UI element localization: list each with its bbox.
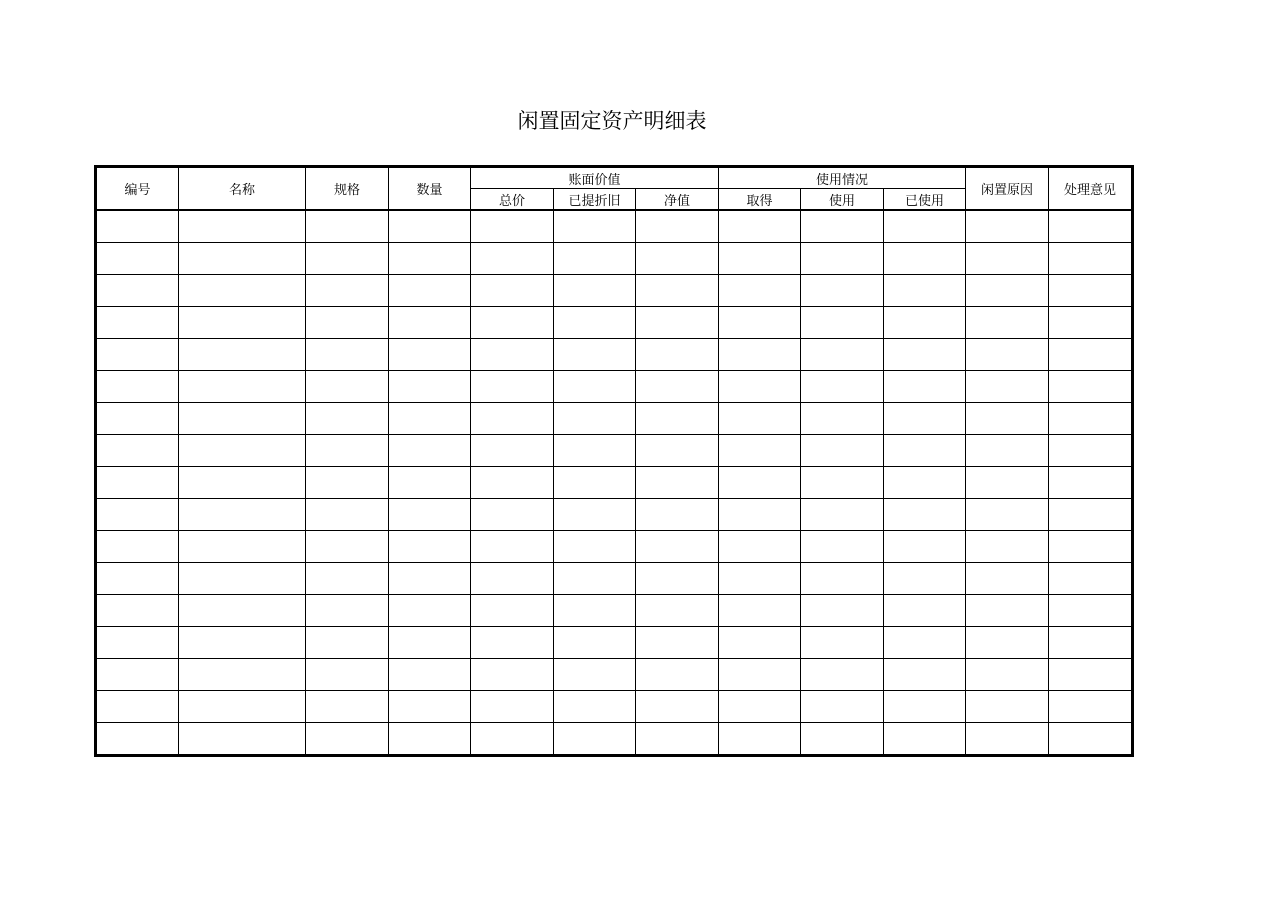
table-cell[interactable] <box>96 339 179 371</box>
table-cell[interactable] <box>801 531 884 563</box>
table-cell[interactable] <box>306 275 389 307</box>
table-cell[interactable] <box>389 531 471 563</box>
table-cell[interactable] <box>966 307 1049 339</box>
table-body <box>96 210 1133 756</box>
table-cell[interactable] <box>179 467 306 499</box>
table-cell[interactable] <box>719 531 801 563</box>
table-row <box>96 563 1133 595</box>
table-cell[interactable] <box>801 243 884 275</box>
table-cell[interactable] <box>719 339 801 371</box>
table-cell[interactable] <box>389 563 471 595</box>
table-cell[interactable] <box>471 243 554 275</box>
table-cell[interactable] <box>719 723 801 756</box>
table-row <box>96 723 1133 756</box>
table-row <box>96 627 1133 659</box>
table-cell[interactable] <box>719 595 801 627</box>
table-cell[interactable] <box>884 499 966 531</box>
table-cell[interactable] <box>389 691 471 723</box>
table-cell[interactable] <box>1049 339 1133 371</box>
table-cell[interactable] <box>554 659 636 691</box>
table-cell[interactable] <box>636 723 719 756</box>
table-cell[interactable] <box>179 531 306 563</box>
table-cell[interactable] <box>636 339 719 371</box>
table-cell[interactable] <box>389 627 471 659</box>
table-cell[interactable] <box>966 531 1049 563</box>
idle-assets-table <box>94 165 1134 757</box>
table-row <box>96 659 1133 691</box>
table-row <box>96 275 1133 307</box>
table-cell[interactable] <box>801 210 884 243</box>
table-cell[interactable] <box>1049 595 1133 627</box>
table-cell[interactable] <box>96 307 179 339</box>
table-cell[interactable] <box>636 691 719 723</box>
table-row <box>96 531 1133 563</box>
table-cell[interactable] <box>636 210 719 243</box>
table-cell[interactable] <box>471 659 554 691</box>
table-cell[interactable] <box>884 339 966 371</box>
table-cell[interactable] <box>389 339 471 371</box>
table-cell[interactable] <box>966 210 1049 243</box>
table-cell[interactable] <box>96 403 179 435</box>
table-cell[interactable] <box>636 659 719 691</box>
table-cell[interactable] <box>884 403 966 435</box>
table-cell[interactable] <box>1049 499 1133 531</box>
table-cell[interactable] <box>179 691 306 723</box>
table-cell[interactable] <box>306 307 389 339</box>
table-cell[interactable] <box>471 595 554 627</box>
table-cell[interactable] <box>1049 243 1133 275</box>
table-cell[interactable] <box>471 563 554 595</box>
table-cell[interactable] <box>96 627 179 659</box>
table-cell[interactable] <box>554 723 636 756</box>
table-cell[interactable] <box>966 691 1049 723</box>
table-row <box>96 403 1133 435</box>
table-cell[interactable] <box>636 499 719 531</box>
table-cell[interactable] <box>554 243 636 275</box>
table-cell[interactable] <box>966 339 1049 371</box>
table-cell[interactable] <box>1049 659 1133 691</box>
table-cell[interactable] <box>884 723 966 756</box>
header-depreciation: 已提折旧 <box>554 189 636 211</box>
table-cell[interactable] <box>1049 691 1133 723</box>
table-cell[interactable] <box>966 499 1049 531</box>
table-row <box>96 595 1133 627</box>
table-cell[interactable] <box>719 435 801 467</box>
table-cell[interactable] <box>1049 210 1133 243</box>
table-cell[interactable] <box>884 691 966 723</box>
table-cell[interactable] <box>884 371 966 403</box>
table-cell[interactable] <box>884 435 966 467</box>
table-cell[interactable] <box>719 467 801 499</box>
table-cell[interactable] <box>966 275 1049 307</box>
table-row <box>96 243 1133 275</box>
table-cell[interactable] <box>96 563 179 595</box>
table-cell[interactable] <box>636 467 719 499</box>
table-cell[interactable] <box>96 595 179 627</box>
table-cell[interactable] <box>306 659 389 691</box>
table-cell[interactable] <box>966 243 1049 275</box>
table-cell[interactable] <box>801 659 884 691</box>
table-cell[interactable] <box>636 435 719 467</box>
table-cell[interactable] <box>554 307 636 339</box>
table-cell[interactable] <box>306 723 389 756</box>
table-cell[interactable] <box>471 210 554 243</box>
table-cell[interactable] <box>471 627 554 659</box>
table-row <box>96 467 1133 499</box>
table-cell[interactable] <box>471 371 554 403</box>
table-cell[interactable] <box>966 563 1049 595</box>
table-cell[interactable] <box>884 243 966 275</box>
table-cell[interactable] <box>884 467 966 499</box>
table-cell[interactable] <box>306 210 389 243</box>
table-cell[interactable] <box>554 531 636 563</box>
table-cell[interactable] <box>179 210 306 243</box>
table-cell[interactable] <box>389 435 471 467</box>
table-row <box>96 339 1133 371</box>
table-cell[interactable] <box>801 339 884 371</box>
table-cell[interactable] <box>801 435 884 467</box>
table-cell[interactable] <box>966 403 1049 435</box>
table-cell[interactable] <box>96 467 179 499</box>
table-cell[interactable] <box>389 307 471 339</box>
table-cell[interactable] <box>719 563 801 595</box>
table-cell[interactable] <box>179 595 306 627</box>
table-cell[interactable] <box>471 531 554 563</box>
table-cell[interactable] <box>1049 467 1133 499</box>
table-cell[interactable] <box>96 691 179 723</box>
table-cell[interactable] <box>389 499 471 531</box>
table-cell[interactable] <box>306 531 389 563</box>
table-cell[interactable] <box>719 499 801 531</box>
table-cell[interactable] <box>306 691 389 723</box>
table-cell[interactable] <box>389 595 471 627</box>
table-row <box>96 307 1133 339</box>
table-cell[interactable] <box>636 531 719 563</box>
header-book-value: 账面价值 <box>471 167 719 189</box>
table-cell[interactable] <box>179 499 306 531</box>
table-cell[interactable] <box>636 627 719 659</box>
table-cell[interactable] <box>389 659 471 691</box>
table-cell[interactable] <box>389 723 471 756</box>
table-cell[interactable] <box>1049 531 1133 563</box>
table-cell[interactable] <box>1049 307 1133 339</box>
table-cell[interactable] <box>801 595 884 627</box>
table-cell[interactable] <box>636 371 719 403</box>
table-row <box>96 435 1133 467</box>
table-cell[interactable] <box>1049 435 1133 467</box>
table-cell[interactable] <box>179 275 306 307</box>
table-cell[interactable] <box>719 371 801 403</box>
header-acquired: 取得 <box>719 189 801 211</box>
table-cell[interactable] <box>554 210 636 243</box>
table-cell[interactable] <box>884 275 966 307</box>
table-cell[interactable] <box>966 627 1049 659</box>
table-cell[interactable] <box>96 659 179 691</box>
table-cell[interactable] <box>966 595 1049 627</box>
table-cell[interactable] <box>96 531 179 563</box>
table-cell[interactable] <box>719 627 801 659</box>
header-quantity: 数量 <box>389 167 471 211</box>
table-cell[interactable] <box>719 307 801 339</box>
table-cell[interactable] <box>471 307 554 339</box>
table-cell[interactable] <box>179 243 306 275</box>
table-cell[interactable] <box>179 371 306 403</box>
table-cell[interactable] <box>179 723 306 756</box>
table-cell[interactable] <box>1049 403 1133 435</box>
table-cell[interactable] <box>719 210 801 243</box>
table-row <box>96 499 1133 531</box>
table-cell[interactable] <box>884 563 966 595</box>
table-cell[interactable] <box>554 691 636 723</box>
table-cell[interactable] <box>884 627 966 659</box>
table-cell[interactable] <box>306 467 389 499</box>
table-cell[interactable] <box>636 403 719 435</box>
table-cell[interactable] <box>471 467 554 499</box>
table-cell[interactable] <box>471 403 554 435</box>
table-cell[interactable] <box>306 339 389 371</box>
table-cell[interactable] <box>966 723 1049 756</box>
table-cell[interactable] <box>96 435 179 467</box>
table-cell[interactable] <box>306 403 389 435</box>
table-cell[interactable] <box>471 339 554 371</box>
table-cell[interactable] <box>801 627 884 659</box>
table-cell[interactable] <box>554 435 636 467</box>
table-cell[interactable] <box>471 275 554 307</box>
table-cell[interactable] <box>179 339 306 371</box>
table-cell[interactable] <box>801 467 884 499</box>
table-cell[interactable] <box>1049 563 1133 595</box>
table-cell[interactable] <box>96 243 179 275</box>
table-row <box>96 371 1133 403</box>
table-cell[interactable] <box>636 243 719 275</box>
page-title: 闲置固定资产明细表 <box>517 109 707 133</box>
table-cell[interactable] <box>306 243 389 275</box>
table-cell[interactable] <box>389 275 471 307</box>
table-cell[interactable] <box>801 691 884 723</box>
table-cell[interactable] <box>306 563 389 595</box>
table-cell[interactable] <box>306 499 389 531</box>
table-cell[interactable] <box>884 595 966 627</box>
header-in-use: 使用 <box>801 189 884 211</box>
table-cell[interactable] <box>719 403 801 435</box>
table-cell[interactable] <box>306 435 389 467</box>
header-net-value: 净值 <box>636 189 719 211</box>
table-cell[interactable] <box>1049 371 1133 403</box>
table-cell[interactable] <box>966 659 1049 691</box>
header-spec: 规格 <box>306 167 389 211</box>
table-cell[interactable] <box>801 499 884 531</box>
table-cell[interactable] <box>801 563 884 595</box>
table-cell[interactable] <box>389 243 471 275</box>
table-cell[interactable] <box>179 403 306 435</box>
header-number: 编号 <box>96 167 179 211</box>
table-cell[interactable] <box>554 595 636 627</box>
table-cell[interactable] <box>801 307 884 339</box>
table-cell[interactable] <box>554 403 636 435</box>
table-cell[interactable] <box>554 467 636 499</box>
table-cell[interactable] <box>306 371 389 403</box>
table-cell[interactable] <box>96 499 179 531</box>
table-cell[interactable] <box>801 371 884 403</box>
table-cell[interactable] <box>179 563 306 595</box>
table-cell[interactable] <box>636 595 719 627</box>
table-cell[interactable] <box>884 659 966 691</box>
table-cell[interactable] <box>966 467 1049 499</box>
table-cell[interactable] <box>1049 275 1133 307</box>
table-cell[interactable] <box>1049 723 1133 756</box>
table-cell[interactable] <box>179 435 306 467</box>
table-row <box>96 691 1133 723</box>
table-cell[interactable] <box>884 307 966 339</box>
header-name: 名称 <box>179 167 306 211</box>
table-cell[interactable] <box>554 627 636 659</box>
table-cell[interactable] <box>636 275 719 307</box>
table-cell[interactable] <box>554 371 636 403</box>
table-cell[interactable] <box>719 659 801 691</box>
table-cell[interactable] <box>471 723 554 756</box>
table-cell[interactable] <box>471 691 554 723</box>
table-cell[interactable] <box>96 723 179 756</box>
table-cell[interactable] <box>96 275 179 307</box>
table-cell[interactable] <box>1049 627 1133 659</box>
table-cell[interactable] <box>719 243 801 275</box>
table-cell[interactable] <box>389 371 471 403</box>
table-cell[interactable] <box>179 659 306 691</box>
table-cell[interactable] <box>801 403 884 435</box>
table-cell[interactable] <box>179 307 306 339</box>
table-cell[interactable] <box>884 210 966 243</box>
table-cell[interactable] <box>306 627 389 659</box>
table-cell[interactable] <box>801 275 884 307</box>
table-cell[interactable] <box>801 723 884 756</box>
table-cell[interactable] <box>96 210 179 243</box>
table-cell[interactable] <box>389 467 471 499</box>
table-cell[interactable] <box>966 371 1049 403</box>
table-cell[interactable] <box>306 595 389 627</box>
header-disposal-opinion: 处理意见 <box>1049 167 1133 211</box>
table-cell[interactable] <box>389 403 471 435</box>
table-cell[interactable] <box>471 435 554 467</box>
header-total-price: 总价 <box>471 189 554 211</box>
table-row <box>96 210 1133 243</box>
table-cell[interactable] <box>471 499 554 531</box>
table-cell[interactable] <box>554 499 636 531</box>
table-cell[interactable] <box>966 435 1049 467</box>
table-cell[interactable] <box>636 563 719 595</box>
table-cell[interactable] <box>554 339 636 371</box>
table-cell[interactable] <box>96 371 179 403</box>
table-cell[interactable] <box>719 275 801 307</box>
table-cell[interactable] <box>636 307 719 339</box>
header-usage: 使用情况 <box>719 167 966 189</box>
table-cell[interactable] <box>554 563 636 595</box>
table-cell[interactable] <box>389 210 471 243</box>
header-used: 已使用 <box>884 189 966 211</box>
table-cell[interactable] <box>719 691 801 723</box>
table-cell[interactable] <box>884 531 966 563</box>
header-idle-reason: 闲置原因 <box>966 167 1049 211</box>
table-cell[interactable] <box>179 627 306 659</box>
table-cell[interactable] <box>554 275 636 307</box>
